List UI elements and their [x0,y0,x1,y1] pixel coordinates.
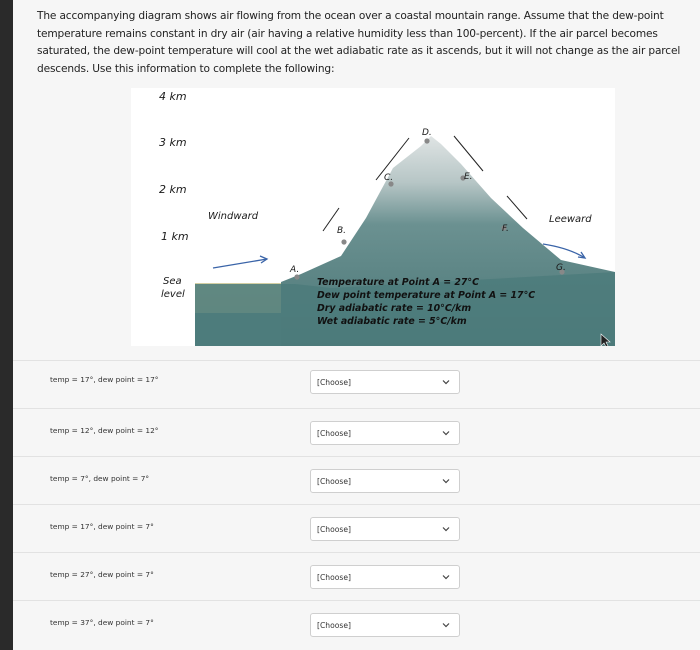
altitude-1km-label: 1 km [161,230,189,243]
answer-dropdown[interactable] [310,421,460,445]
answer-prompt-label: temp = 12°, dew point = 12° [50,426,159,435]
row-divider [13,600,700,601]
answer-prompt-label: temp = 37°, dew point = 7° [50,618,154,627]
point-c-label: C. [384,173,394,183]
dropdown-value: [Choose] [317,429,351,438]
answer-row [13,504,700,552]
row-divider [13,408,700,409]
answer-dropdown[interactable] [310,469,460,493]
row-divider [13,504,700,505]
sea-level-label-2: level [161,289,185,300]
answer-dropdown[interactable] [310,370,460,394]
dropdown-value: [Choose] [317,525,351,534]
quiz-page [13,0,700,650]
answer-row [13,456,700,504]
point-f-label: F. [502,224,509,234]
chevron-down-icon [441,620,451,630]
wet-adiabatic-rate-text: Wet adiabatic rate = 5°C/km [317,316,467,327]
dropdown-value: [Choose] [317,477,351,486]
dropdown-value: [Choose] [317,621,351,630]
answer-dropdown[interactable] [310,565,460,589]
answer-row [13,360,700,408]
chevron-down-icon [441,476,451,486]
point-a-label: A. [290,265,300,275]
answer-prompt-label: temp = 27°, dew point = 7° [50,570,154,579]
dew-point-at-a-text: Dew point temperature at Point A = 17°C [317,290,536,301]
altitude-2km-label: 2 km [159,183,187,196]
altitude-4km-label: 4 km [159,90,187,103]
point-g-label: G. [556,263,566,273]
chevron-down-icon [441,428,451,438]
point-d-label: D. [422,128,432,138]
mountain-diagram [131,88,615,346]
answer-row [13,408,700,456]
temperature-at-a-text: Temperature at Point A = 27°C [317,277,480,288]
answer-row [13,600,700,648]
windward-label: Windward [208,211,259,222]
leeward-label: Leeward [549,214,592,225]
chevron-down-icon [441,524,451,534]
chevron-down-icon [441,377,451,387]
chevron-down-icon [441,572,451,582]
sea-level-label: Sea [163,276,182,287]
dry-adiabatic-rate-text: Dry adiabatic rate = 10°C/km [317,303,472,314]
row-divider [13,456,700,457]
answer-prompt-label: temp = 7°, dew point = 7° [50,474,150,483]
answer-prompt-label: temp = 17°, dew point = 7° [50,522,154,531]
dropdown-value: [Choose] [317,378,351,387]
answer-row [13,552,700,600]
answer-prompt-label: temp = 17°, dew point = 17° [50,375,159,384]
answer-dropdown[interactable] [310,613,460,637]
answer-dropdown[interactable] [310,517,460,541]
altitude-3km-label: 3 km [159,136,187,149]
question-text: The accompanying diagram shows air flowing from the ocean over a coastal mountain range. Assume that the dew-point temperature remains constant in dry air (air having a relative humidity less than 100-percent). If the air parcel becomes saturated, the dew-point temperature will cool at the wet adiabatic rate as it ascends, but it will not change as the air parcel descends. Use this information to complete the following: [37,10,681,75]
point-e-label: E. [464,172,473,182]
dropdown-value: [Choose] [317,573,351,582]
point-b-label: B. [337,226,347,236]
row-divider [13,360,700,361]
row-divider [13,552,700,553]
